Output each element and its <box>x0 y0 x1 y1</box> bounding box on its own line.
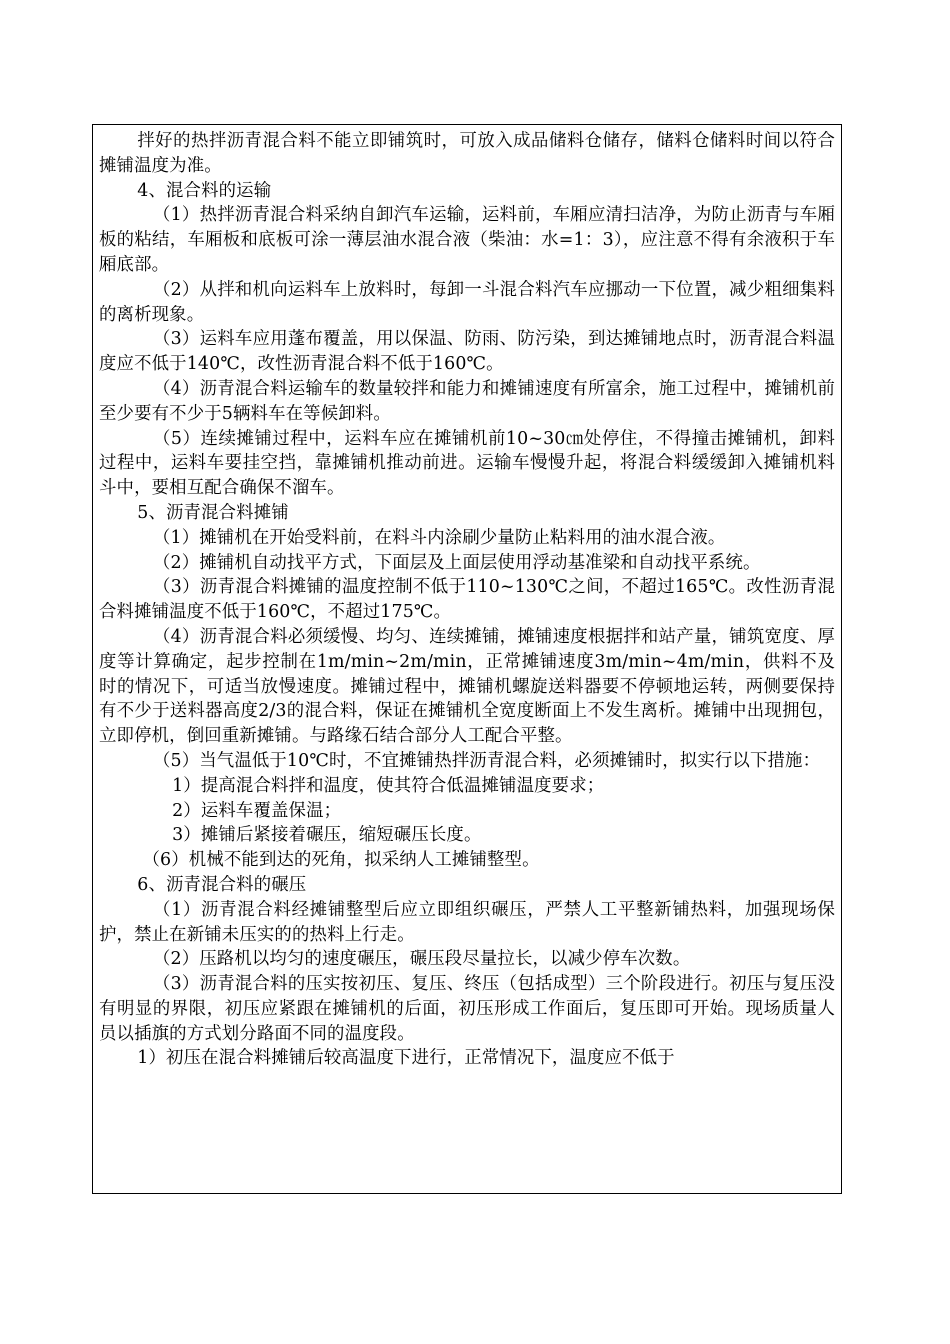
section-heading: 4、混合料的运输 <box>137 180 272 201</box>
section-heading: 5、沥青混合料摊铺 <box>137 502 289 523</box>
list-item: 3）摊铺后紧接着碾压，缩短碾压长度。 <box>172 825 482 846</box>
paragraph: （6）机械不能到达的死角，拟采纳人工摊铺整型。 <box>142 850 540 871</box>
paragraph: （3）沥青混合料摊铺的温度控制不低于110~130℃之间，不超过165℃。改性沥青混合料摊铺温度不低于160℃，不超过175℃。 <box>99 577 835 623</box>
paragraph: （5）当气温低于10℃时，不宜摊铺热拌沥青混合料，必须摊铺时，拟实行以下措施： <box>152 750 821 771</box>
document-frame <box>92 124 842 1194</box>
paragraph: （1）摊铺机在开始受料前，在料斗内涂刷少量防止粘料用的油水混合液。 <box>152 527 726 548</box>
list-item: 2）运料车覆盖保温； <box>172 800 342 821</box>
paragraph: （3）沥青混合料的压实按初压、复压、终压（包括成型）三个阶段进行。初压与复压没有明显的界限，初压应紧跟在摊铺机的后面，初压形成工作面后，复压即可开始。现场质量人员以插旗的方式划分路面不同的温度段。 <box>99 974 835 1044</box>
paragraph: （2）从拌和机向运料车上放料时，每卸一斗混合料汽车应挪动一下位置，减少粗细集料的离析现象。 <box>99 279 835 325</box>
paragraph: （2）压路机以均匀的速度碾压，碾压段尽量拉长，以减少停车次数。 <box>152 949 691 970</box>
paragraph: （3）运料车应用蓬布覆盖，用以保温、防雨、防污染，到达摊铺地点时，沥青混合料温度应不低于140℃，改性沥青混合料不低于160℃。 <box>99 329 835 375</box>
section-heading: 6、沥青混合料的碾压 <box>137 874 307 895</box>
paragraph: （2）摊铺机自动找平方式，下面层及上面层使用浮动基准梁和自动找平系统。 <box>152 552 761 573</box>
paragraph: （4）沥青混合料必须缓慢、均匀、连续摊铺，摊铺速度根据拌和站产量，铺筑宽度、厚度等计算确定，起步控制在1m/min~2m/min，正常摊铺速度3m/min~4m/min，供料不及时的情况下，可适当放慢速度。摊铺过程中，摊铺机螺旋送料器要不停顿地运转，两侧要保持有不少于送料器高度2/3的混合料，保证在摊铺机全宽度断面上不发生离析。摊铺中出现拥包，立即停机，倒回重新摊铺。与路缘石结合部分人工配合平整。 <box>99 626 835 747</box>
paragraph: （5）连续摊铺过程中，运料车应在摊铺机前10~30㎝处停住，不得撞击摊铺机，卸料过程中，运料车要挂空挡，靠摊铺机推动前进。运输车慢慢升起，将混合料缓缓卸入摊铺机料斗中，要相互配合确保不溜车。 <box>99 428 835 499</box>
paragraph: 拌好的热拌沥青混合料不能立即铺筑时，可放入成品储料仓储存，储料仓储料时间以符合摊铺温度为准。 <box>99 131 835 176</box>
paragraph: （1）热拌沥青混合料采纳自卸汽车运输，运料前，车厢应清扫洁净，为防止沥青与车厢板的粘结，车厢板和底板可涂一薄层油水混合液（柴油：水=1：3），应注意不得有余液积于车厢底部。 <box>99 205 835 275</box>
paragraph: 1）初压在混合料摊铺后较高温度下进行，正常情况下，温度应不低于 <box>137 1048 675 1069</box>
paragraph: （4）沥青混合料运输车的数量较拌和能力和摊铺速度有所富余，施工过程中，摊铺机前至少要有不少于5辆料车在等候卸料。 <box>99 378 835 424</box>
list-item: 1）提高混合料拌和温度，使其符合低温摊铺温度要求； <box>172 775 605 796</box>
paragraph: （1）沥青混合料经摊铺整型后应立即组织碾压，严禁人工平整新铺热料，加强现场保护，禁止在新铺未压实的的热料上行走。 <box>99 899 835 945</box>
